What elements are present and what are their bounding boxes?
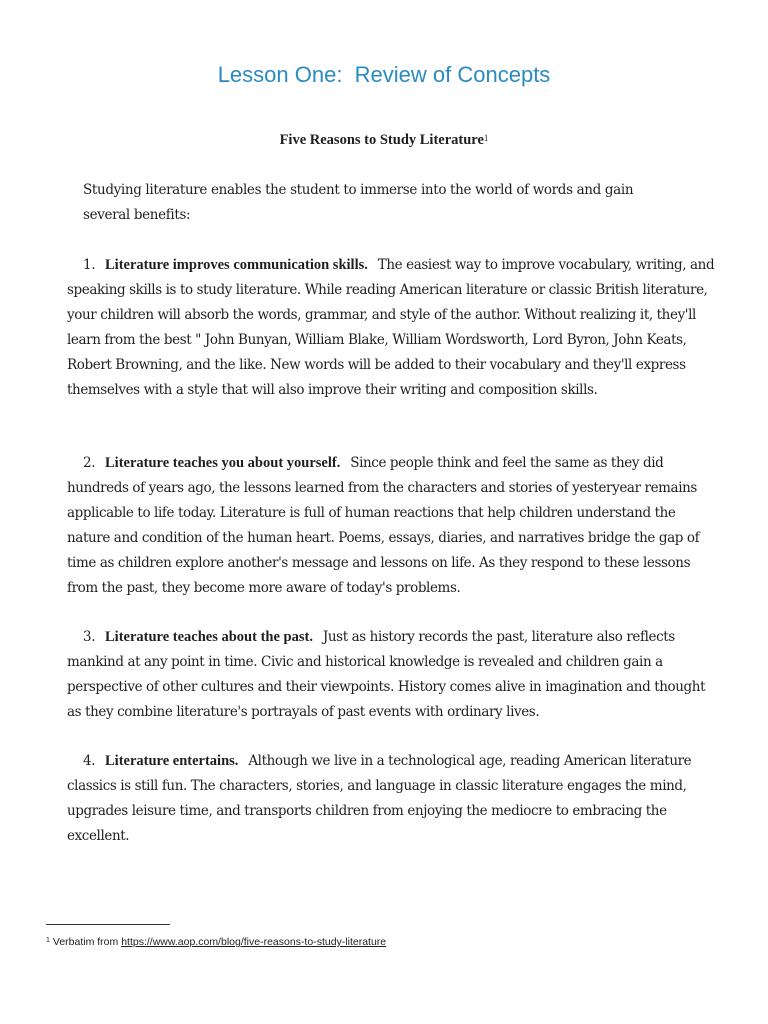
list-item-number: 3. xyxy=(83,629,96,645)
list-item-heading: Literature teaches you about yourself. xyxy=(105,455,341,471)
footnote-link[interactable]: https://www.aop.com/blog/five-reasons-to-study-literature xyxy=(121,936,387,948)
list-item-number: 2. xyxy=(83,455,96,471)
list-item xyxy=(67,253,718,403)
list-item-heading: Literature entertains. xyxy=(105,753,239,769)
list-item-heading: Literature improves communication skills. xyxy=(105,257,368,273)
list-item xyxy=(67,625,718,725)
list-item xyxy=(67,451,718,601)
list-item-body: Just as history records the past, literature also reflects mankind at any point in time. Civic and historical knowledge is revealed and children gain a perspective of other cultures and their viewpoints. History comes alive in imagination and thought as they combine literature's portrayals of past events with ordinary lives. xyxy=(67,629,706,720)
footnote-prefix: Verbatim from xyxy=(52,936,119,948)
subtitle-text: Five Reasons to Study Literature xyxy=(279,132,484,148)
subtitle-footnote-mark: 1 xyxy=(483,133,489,143)
footnote xyxy=(46,936,386,948)
intro-paragraph: Studying literature enables the student to immerse into the world of words and gain several benefits: xyxy=(83,182,634,223)
footnote-divider xyxy=(46,924,170,925)
list-item-body: The easiest way to improve vocabulary, writing, and speaking skills is to study literature. While reading American literature or classic British literature, your children will absorb the words, grammar, and style of the author. Without realizing it, they'll learn from the best " John Bunyan, William Blake, William Wordsworth, Lord Byron, John Keats, Robert Browning, and the like. New words will be added to their vocabulary and they'll express themselves with a style that will also improve their writing and composition skills. xyxy=(67,257,715,398)
page-title: Lesson One: Review of Concepts xyxy=(217,62,551,87)
list-item-number: 1. xyxy=(83,257,96,273)
section-subtitle xyxy=(0,132,768,149)
footnote-mark: 1 xyxy=(46,937,50,944)
list-item xyxy=(67,749,718,849)
list-item-number: 4. xyxy=(83,753,96,769)
list-item-body: Although we live in a technological age, reading American literature classics is still fun. The characters, stories, and language in classic literature engages the mind, upgrades leisure time, and transports children from enjoying the mediocre to embracing the excellent. xyxy=(67,753,692,844)
list-item-heading: Literature teaches about the past. xyxy=(105,629,313,645)
list-item-body: Since people think and feel the same as they did hundreds of years ago, the lessons learned from the characters and stories of yesteryear remains applicable to life today. Literature is full of human reactions that help children understand the nature and condition of the human heart. Poems, essays, diaries, and narratives bridge the gap of time as children explore another's message and lessons on life. As they respond to these lessons from the past, they become more aware of today's problems. xyxy=(67,455,700,596)
